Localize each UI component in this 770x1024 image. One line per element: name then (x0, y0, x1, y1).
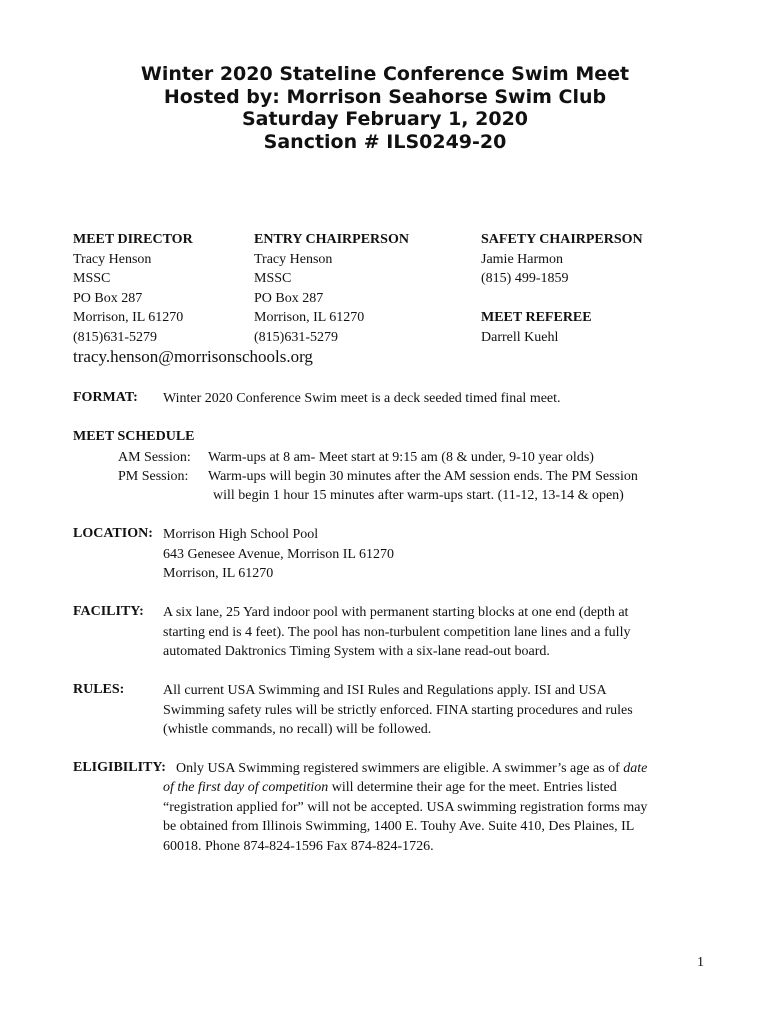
rules-block (163, 681, 633, 740)
eligibility-line-4: be obtained from Illinois Swimming, 1400 E. Touhy Ave. Suite 410, Des Plaines, IL (163, 819, 635, 834)
eligibility-line-1-italic: date (623, 761, 648, 776)
eligibility-line-2-italic: of the first day of competition (163, 780, 329, 795)
schedule-heading: MEET SCHEDULE (73, 429, 195, 444)
rules-label: RULES: (73, 682, 125, 697)
contact-email[interactable]: tracy.henson@morrisonschools.org (73, 347, 313, 366)
meet-director-org: MSSC (73, 271, 111, 286)
format-label: FORMAT: (73, 390, 138, 405)
entry-chairperson-phone: (815)631-5279 (254, 329, 338, 345)
location-street: 643 Genesee Avenue, Morrison IL 61270 (163, 546, 394, 562)
meet-director-city: Morrison, IL 61270 (73, 310, 184, 325)
entry-chairperson-org: MSSC (254, 271, 292, 286)
meet-referee-name: Darrell Kuehl (481, 329, 559, 345)
facility-line-2: starting end is 4 feet). The pool has non-turbulent competition lane lines and a fully (163, 624, 631, 640)
eligibility-line-5: 60018. Phone 874-824-1596 Fax 874-824-1726. (163, 838, 434, 854)
safety-chairperson-heading: SAFETY CHAIRPERSON (481, 232, 643, 247)
location-block (163, 525, 394, 584)
location-city: Morrison, IL 61270 (163, 566, 274, 581)
eligibility-line-2 (163, 778, 647, 798)
location-label: LOCATION: (73, 526, 153, 541)
facility-block (163, 603, 630, 662)
meet-director-name: Tracy Henson (73, 251, 152, 267)
format-text: Winter 2020 Conference Swim meet is a deck seeded timed final meet. (163, 391, 561, 406)
meet-director-block (73, 230, 193, 347)
safety-chairperson-phone: (815) 499-1859 (481, 271, 569, 286)
rules-line-3: (whistle commands, no recall) will be followed. (163, 722, 432, 737)
am-session-label: AM Session: (118, 450, 191, 465)
entry-chairperson-heading: ENTRY CHAIRPERSON (254, 232, 409, 247)
entry-chairperson-name: Tracy Henson (254, 251, 333, 267)
pm-session-text-2: will begin 1 hour 15 minutes after warm-ups start. (11-12, 13-14 & open) (213, 488, 624, 503)
sanction-line: Sanction # ILS0249-20 (263, 130, 507, 153)
facility-label: FACILITY: (73, 604, 144, 619)
meet-director-address: PO Box 287 (73, 290, 143, 306)
entry-chairperson-city: Morrison, IL 61270 (254, 310, 365, 325)
pm-session-text-1: Warm-ups will begin 30 minutes after the AM session ends. The PM Session (208, 469, 638, 484)
meet-director-heading: MEET DIRECTOR (73, 232, 193, 247)
rules-line-2: Swimming safety rules will be strictly enforced. FINA starting procedures and rules (163, 702, 633, 718)
meet-title-block (0, 63, 770, 153)
meet-title: Winter 2020 Stateline Conference Swim Meet (140, 63, 630, 85)
facility-line-3: automated Daktronics Timing System with a six-lane read-out board. (163, 644, 550, 659)
facility-line-1: A six lane, 25 Yard indoor pool with permanent starting blocks at one end (depth at (163, 605, 629, 620)
eligibility-line-3: “registration applied for” will not be accepted. USA swimming registration forms may (163, 799, 648, 815)
page-number: 1 (697, 955, 704, 970)
am-session-text: Warm-ups at 8 am- Meet start at 9:15 am (8 & under, 9-10 year olds) (208, 450, 594, 465)
eligibility-line-1 (176, 759, 647, 779)
safety-chairperson-name: Jamie Harmon (481, 251, 564, 267)
rules-line-1: All current USA Swimming and ISI Rules and Regulations apply. ISI and USA (163, 683, 607, 698)
safety-referee-block (481, 230, 643, 347)
eligibility-block (163, 778, 647, 856)
meet-director-phone: (815)631-5279 (73, 329, 157, 345)
host-line: Hosted by: Morrison Seahorse Swim Club (163, 85, 607, 108)
pm-session-label: PM Session: (118, 469, 189, 484)
eligibility-line-2-text: will determine their age for the meet. Entries listed (328, 780, 617, 795)
meet-referee-heading: MEET REFEREE (481, 310, 592, 325)
location-name: Morrison High School Pool (163, 527, 319, 542)
eligibility-line-1-text: Only USA Swimming registered swimmers are eligible. A swimmer’s age as of (176, 761, 624, 776)
date-line: Saturday February 1, 2020 (241, 108, 529, 130)
eligibility-label: ELIGIBILITY: (73, 760, 166, 775)
entry-chairperson-block (254, 230, 409, 347)
entry-chairperson-address: PO Box 287 (254, 290, 324, 306)
